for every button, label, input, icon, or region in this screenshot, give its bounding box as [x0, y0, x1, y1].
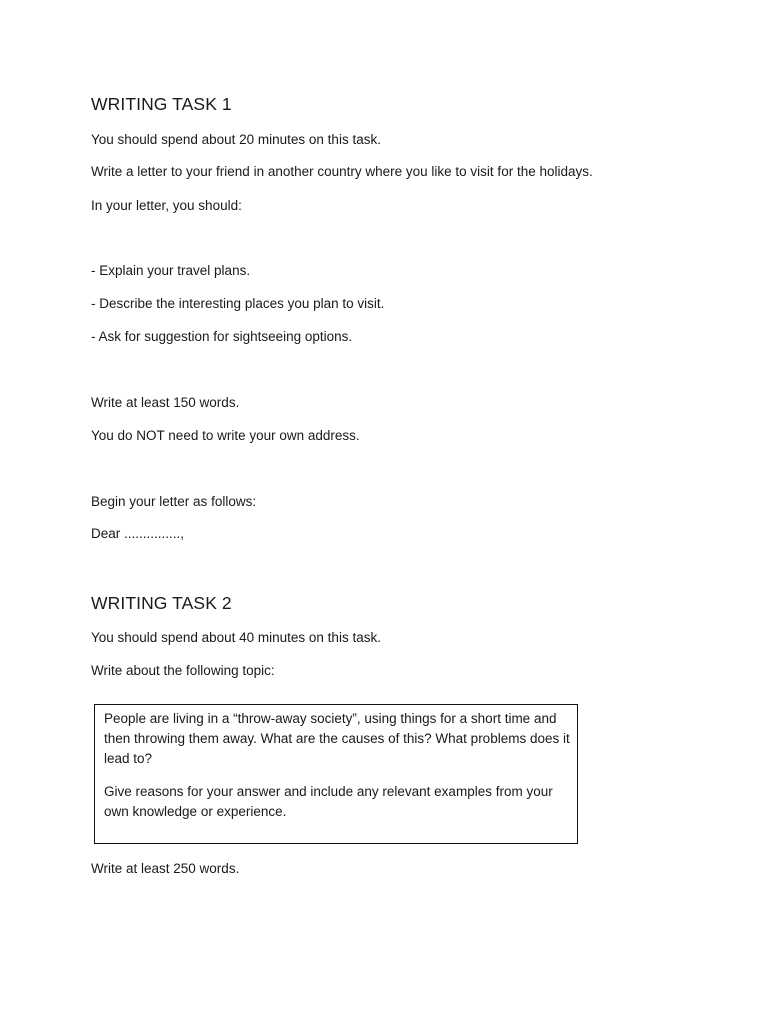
task1-bullet-1: - Explain your travel plans. [91, 263, 251, 278]
task2-word-count: Write at least 250 words. [91, 861, 240, 876]
task1-prompt: Write a letter to your friend in another country where you like to visit for the holidays. [91, 164, 593, 179]
task2-time-instruction: You should spend about 40 minutes on this task. [91, 630, 381, 645]
task1-salutation: Dear ..............., [91, 526, 185, 541]
task2-heading: WRITING TASK 2 [91, 593, 232, 613]
task1-word-count: Write at least 150 words. [91, 395, 240, 410]
task2-intro: Write about the following topic: [91, 663, 275, 678]
task2-topic-box [94, 704, 578, 844]
task1-bullet-2: - Describe the interesting places you plan to visit. [91, 296, 385, 311]
task2-topic-paragraph-2: Give reasons for your answer and include any relevant examples from your own knowledge or experience. [104, 784, 553, 819]
task1-address-note: You do NOT need to write your own address. [91, 428, 360, 443]
task1-heading: WRITING TASK 1 [91, 94, 232, 114]
task1-time-instruction: You should spend about 20 minutes on this task. [91, 132, 381, 147]
task1-bullet-3: - Ask for suggestion for sightseeing options. [91, 329, 353, 344]
task1-intro: In your letter, you should: [91, 198, 242, 213]
task1-begin-instruction: Begin your letter as follows: [91, 494, 257, 509]
task2-topic-paragraph-1: People are living in a “throw-away society”, using things for a short time and then throwing them away. What are the causes of this? What problems does it lead to? [104, 711, 570, 766]
